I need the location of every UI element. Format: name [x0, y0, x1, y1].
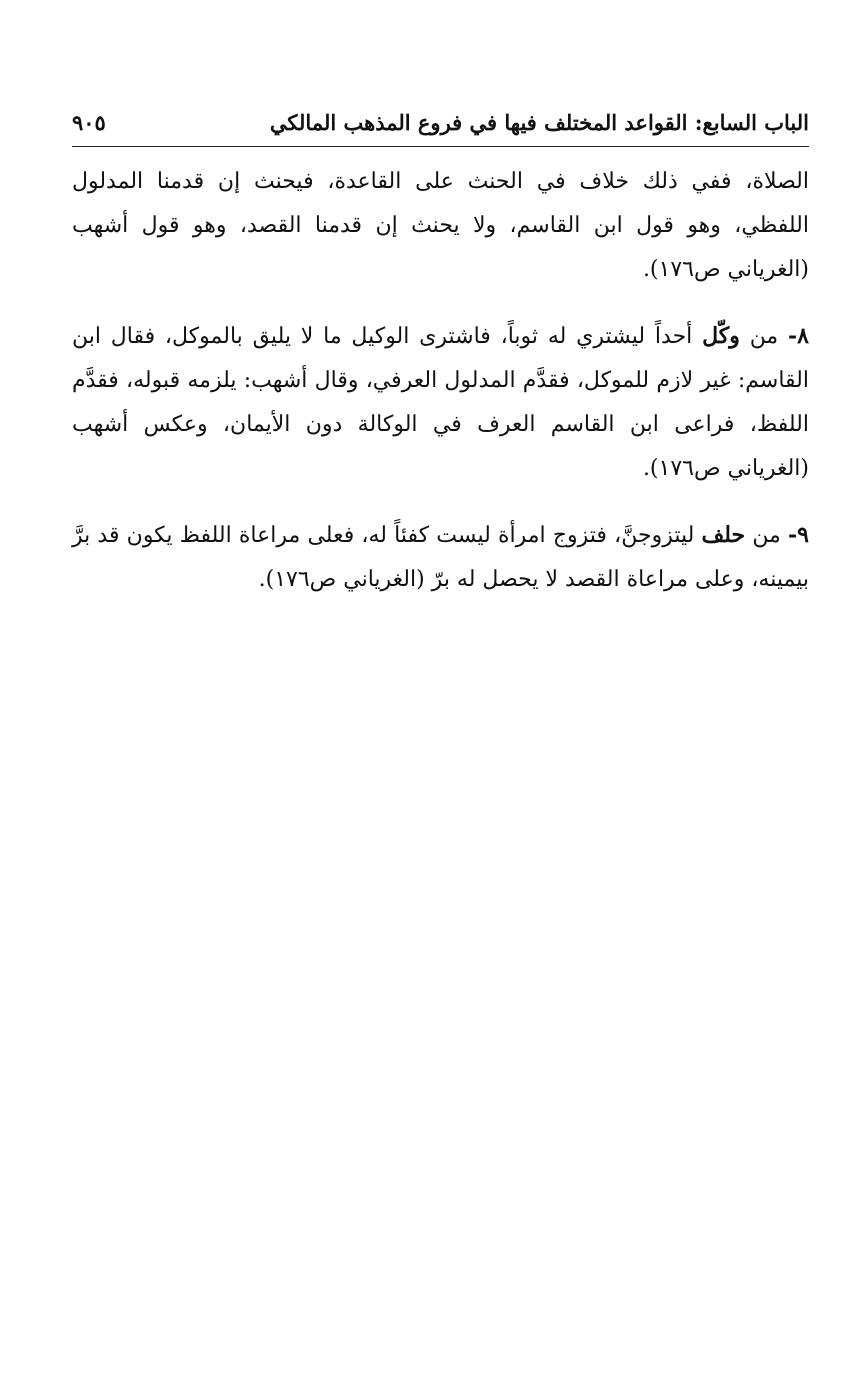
item-number: ٩- — [788, 522, 809, 548]
header-divider — [72, 146, 809, 147]
item-lead-bold: حلف — [701, 522, 746, 548]
page-number: ٩٠٥ — [72, 109, 106, 135]
paragraph-text: أحداً ليشتري له ثوباً، فاشترى الوكيل ما لا يليق بالموكل، فقال ابن القاسم: غير لازم للموكل، فقدَّم المدلول العرفي، وقال أشهب: يلزمه قبوله، فقدَّم اللفظ، فراعى ابن القاسم العرف في الوكالة دون الأيمان، وعكس أشهب (الغرياني ص١٧٦). — [72, 324, 809, 481]
paragraph-continued-prayer — [72, 160, 809, 292]
item-lead-bold: وكّل — [702, 323, 740, 349]
page-body — [72, 160, 809, 602]
paragraph-text: ليتزوجنَّ، فتزوج امرأة ليست كفئاً له، فعلى مراعاة اللفظ يكون قد برَّ بيمينه، وعلى مراعاة القصد لا يحصل له برّ (الغرياني ص١٧٦). — [72, 523, 809, 592]
chapter-title: الباب السابع: القواعد المختلف فيها في فروع المذهب المالكي — [269, 109, 809, 135]
item-lead-plain: من — [752, 523, 781, 548]
paragraph-item-9 — [72, 513, 809, 602]
running-header — [72, 104, 809, 140]
item-lead-plain: من — [749, 324, 779, 349]
item-number: ٨- — [788, 323, 809, 349]
paragraph-item-8 — [72, 314, 809, 491]
paragraph-text: الصلاة، ففي ذلك خلاف في الحنث على القاعدة، فيحنث إن قدمنا المدلول اللفظي، وهو قول ابن القاسم، ولا يحنث إن قدمنا القصد، وهو قول أشهب (الغرياني ص١٧٦). — [72, 169, 809, 282]
